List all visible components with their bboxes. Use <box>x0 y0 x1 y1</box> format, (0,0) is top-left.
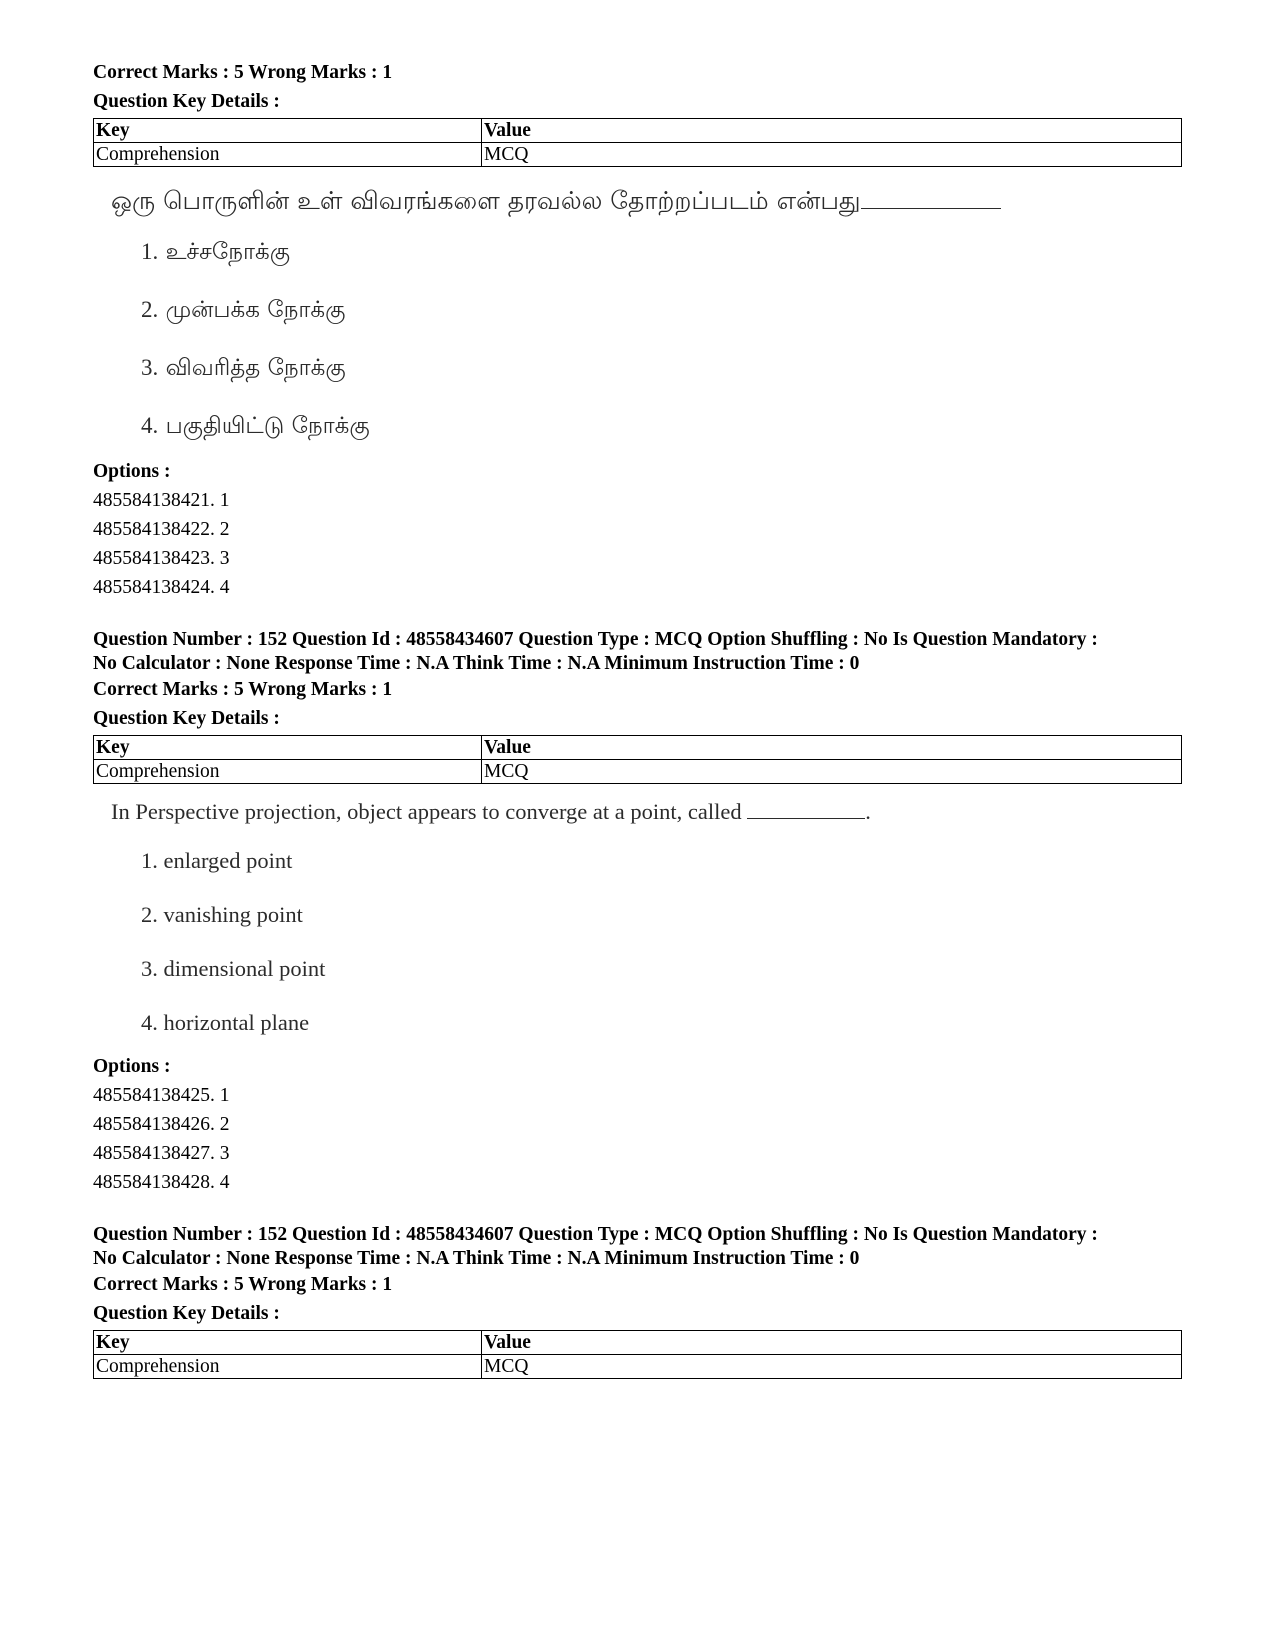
choice-text: enlarged point <box>163 848 293 873</box>
options-block <box>93 457 1183 602</box>
question-header <box>93 628 1183 675</box>
table-cell-key: Comprehension <box>94 760 482 784</box>
answer-blank <box>861 207 1001 209</box>
table-header-value: Value <box>482 119 1182 143</box>
choice-text: விவரித்த நோக்கு <box>165 355 346 381</box>
question-stem-text: In Perspective projection, object appears to converge at a point, called <box>111 799 742 824</box>
question-stem-end: . <box>865 799 871 824</box>
marks-line: Correct Marks : 5 Wrong Marks : 1 <box>93 1274 393 1295</box>
question-header-line: No Calculator : None Response Time : N.A Think Time : N.A Minimum Instruction Time : 0 <box>93 1247 860 1269</box>
question-stem <box>111 183 1183 219</box>
key-details-label: Question Key Details : <box>93 1303 280 1324</box>
options-label: Options : <box>93 1056 171 1077</box>
table-row <box>94 760 1182 784</box>
question-choice <box>141 888 1183 942</box>
table-header-value: Value <box>482 1331 1182 1355</box>
question-stem <box>111 794 1183 830</box>
choice-text: vanishing point <box>163 902 303 927</box>
table-header-value: Value <box>482 736 1182 760</box>
table-header-row <box>94 119 1182 143</box>
marks-line: Correct Marks : 5 Wrong Marks : 1 <box>93 62 393 83</box>
question-stem-text: ஒரு பொருளின் உள் விவரங்களை தரவல்ல தோற்றப்படம் என்பது <box>111 186 861 215</box>
choice-number: 3. <box>141 956 158 981</box>
option-line: 485584138421. 1 <box>93 490 230 511</box>
key-details-label: Question Key Details : <box>93 708 280 729</box>
table-cell-value: MCQ <box>482 760 1182 784</box>
choice-text: dimensional point <box>163 956 326 981</box>
table-cell-key: Comprehension <box>94 1355 482 1379</box>
table-cell-value: MCQ <box>482 143 1182 167</box>
choice-text: உச்சநோக்கு <box>165 239 291 265</box>
document-page <box>93 58 1183 1387</box>
table-row <box>94 1355 1182 1379</box>
options-label: Options : <box>93 461 171 482</box>
answer-blank <box>747 817 865 819</box>
question-header-line: Question Number : 152 Question Id : 48558434607 Question Type : MCQ Option Shuffling : No Is Question Mandatory : <box>93 629 1098 650</box>
marks-line: Correct Marks : 5 Wrong Marks : 1 <box>93 679 393 700</box>
table-header-row <box>94 1331 1182 1355</box>
question-choice <box>141 397 1183 455</box>
question-header-line: Question Number : 152 Question Id : 48558434607 Question Type : MCQ Option Shuffling : No Is Question Mandatory : <box>93 1224 1098 1245</box>
option-line: 485584138427. 3 <box>93 1143 230 1164</box>
table-header-key: Key <box>94 736 482 760</box>
key-details-table <box>93 118 1182 167</box>
choice-number: 4. <box>141 413 159 438</box>
question-choice <box>141 996 1183 1050</box>
choice-number: 4. <box>141 1010 158 1035</box>
key-details-table <box>93 1330 1182 1379</box>
choice-number: 2. <box>141 297 159 322</box>
question-header <box>93 1223 1183 1270</box>
question-choices <box>141 834 1183 1050</box>
choice-text: பகுதியிட்டு நோக்கு <box>165 413 370 439</box>
option-line: 485584138426. 2 <box>93 1114 230 1135</box>
choice-number: 1. <box>141 239 159 264</box>
key-details-table <box>93 735 1182 784</box>
choice-number: 3. <box>141 355 159 380</box>
question-block-1 <box>93 58 1183 602</box>
key-details-label: Question Key Details : <box>93 91 280 112</box>
question-choices <box>141 223 1183 455</box>
table-cell-key: Comprehension <box>94 143 482 167</box>
option-line: 485584138425. 1 <box>93 1085 230 1106</box>
choice-text: முன்பக்க நோக்கு <box>165 297 346 323</box>
question-header-line: No Calculator : None Response Time : N.A Think Time : N.A Minimum Instruction Time : 0 <box>93 652 860 674</box>
choice-number: 2. <box>141 902 158 927</box>
table-header-key: Key <box>94 1331 482 1355</box>
table-header-key: Key <box>94 119 482 143</box>
question-image <box>111 183 1183 455</box>
question-block-3 <box>93 1223 1183 1379</box>
question-choice <box>141 834 1183 888</box>
question-block-2 <box>93 628 1183 1197</box>
question-image <box>111 794 1183 1050</box>
question-choice <box>141 223 1183 281</box>
question-choice <box>141 339 1183 397</box>
question-choice <box>141 281 1183 339</box>
option-line: 485584138428. 4 <box>93 1172 230 1193</box>
option-line: 485584138424. 4 <box>93 577 230 598</box>
choice-number: 1. <box>141 848 158 873</box>
choice-text: horizontal plane <box>163 1010 310 1035</box>
table-header-row <box>94 736 1182 760</box>
table-row <box>94 143 1182 167</box>
table-cell-value: MCQ <box>482 1355 1182 1379</box>
option-line: 485584138423. 3 <box>93 548 230 569</box>
question-choice <box>141 942 1183 996</box>
options-block <box>93 1052 1183 1197</box>
option-line: 485584138422. 2 <box>93 519 230 540</box>
